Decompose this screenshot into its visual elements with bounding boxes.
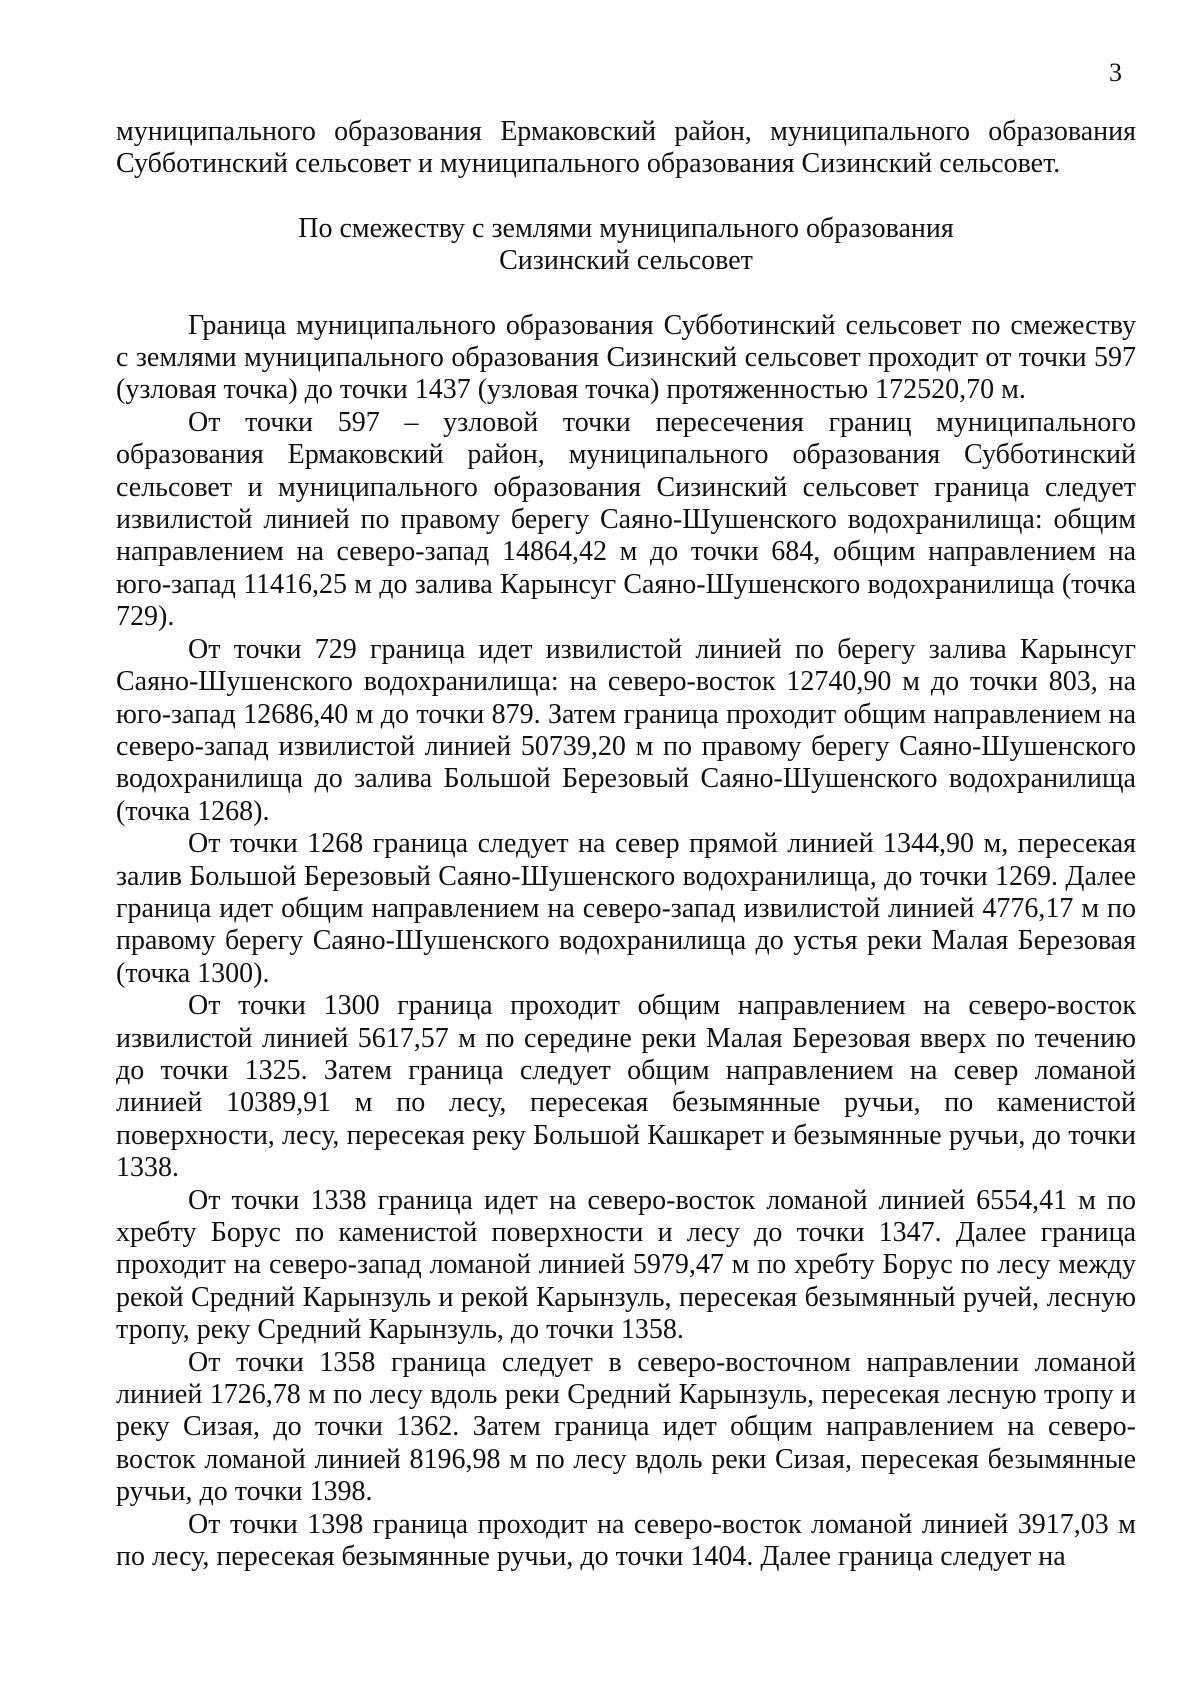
paragraph: От точки 1268 граница следует на север прямой линией 1344,90 м, пересекая залив Большой Березовый Саяно-Шушенского водохранилища, до точки 1269. Далее граница идет общим направлением на северо-запад извилистой линией 4776,17 м по правому берегу Саяно-Шушенского водохранилища до устья реки Малая Березовая (точка 1300). (116, 828, 1136, 989)
paragraph: От точки 1358 граница следует в северо-восточном направлении ломаной линией 1726,78 м по лесу вдоль реки Средний Карынзуль, пересекая лесную тропу и реку Сизая, до точки 1362. Затем граница идет общим направлением на северо-восток ломаной линией 8196,98 м по лесу вдоль реки Сизая, пересекая безымянные ручьи, до точки 1398. (116, 1346, 1136, 1508)
paragraph: От точки 597 – узловой точки пересечения границ муниципального образования Ермаковский район, муниципального образования Субботинский сельсовет и муниципального образования Сизинский сельсовет граница следует извилистой линией по правому берегу Саяно-Шушенского водохранилища: общим направлением на северо-запад 14864,42 м до точки 684, общим направлением на юго-запад 11416,25 м до залива Карынсуг Саяно-Шушенского водохранилища (точка 729). (116, 406, 1136, 633)
section-heading-line-1: По смежеству с землями муниципального образования (298, 212, 954, 244)
paragraph: От точки 1398 граница проходит на северо-восток ломаной линией 3917,03 м по лесу, пересекая безымянные ручьи, до точки 1404. Далее граница следует на (116, 1508, 1136, 1573)
paragraph: От точки 1300 граница проходит общим направлением на северо-восток извилистой линией 5617,57 м по середине реки Малая Березовая вверх по течению до точки 1325. Затем граница следует общим направлением на север ломаной линией 10389,91 м по лесу, пересекая безымянные ручьи, по каменистой поверхности, лесу, пересекая реку Большой Кашкарет и безымянные ручьи, до точки 1338. (116, 990, 1136, 1184)
paragraph: От точки 1338 граница идет на северо-восток ломаной линией 6554,41 м по хребту Борус по каменистой поверхности и лесу до точки 1347. Далее граница проходит на северо-запад ломаной линией 5979,47 м по хребту Борус по лесу между рекой Средний Карынзуль и рекой Карынзуль, пересекая безымянный ручей, лесную тропу, реку Средний Карынзуль, до точки 1358. (116, 1184, 1136, 1346)
intro-paragraph: муниципального образования Ермаковский район, муниципального образования Субботинский сельсовет и муниципального образования Сизинский сельсовет. (116, 116, 1136, 180)
page-number: 3 (1109, 58, 1122, 87)
paragraph: От точки 729 граница идет извилистой линией по берегу залива Карынсуг Саяно-Шушенского водохранилища: на северо-восток 12740,90 м до точки 803, на юго-запад 12686,40 м до точки 879. Затем граница проходит общим направлением на северо-запад извилистой линией 50739,20 м по правому берегу Саяно-Шушенского водохранилища до залива Большой Березовый Саяно-Шушенского водохранилища (точка 1268). (116, 633, 1136, 827)
section-heading-line-2: Сизинский сельсовет (499, 245, 753, 277)
document-body (116, 116, 1136, 1573)
section-heading (116, 213, 1136, 278)
paragraph: Граница муниципального образования Субботинский сельсовет по смежеству с землями муниципального образования Сизинский сельсовет проходит от точки 597 (узловая точка) до точки 1437 (узловая точка) протяженностью 172520,70 м. (116, 309, 1136, 406)
